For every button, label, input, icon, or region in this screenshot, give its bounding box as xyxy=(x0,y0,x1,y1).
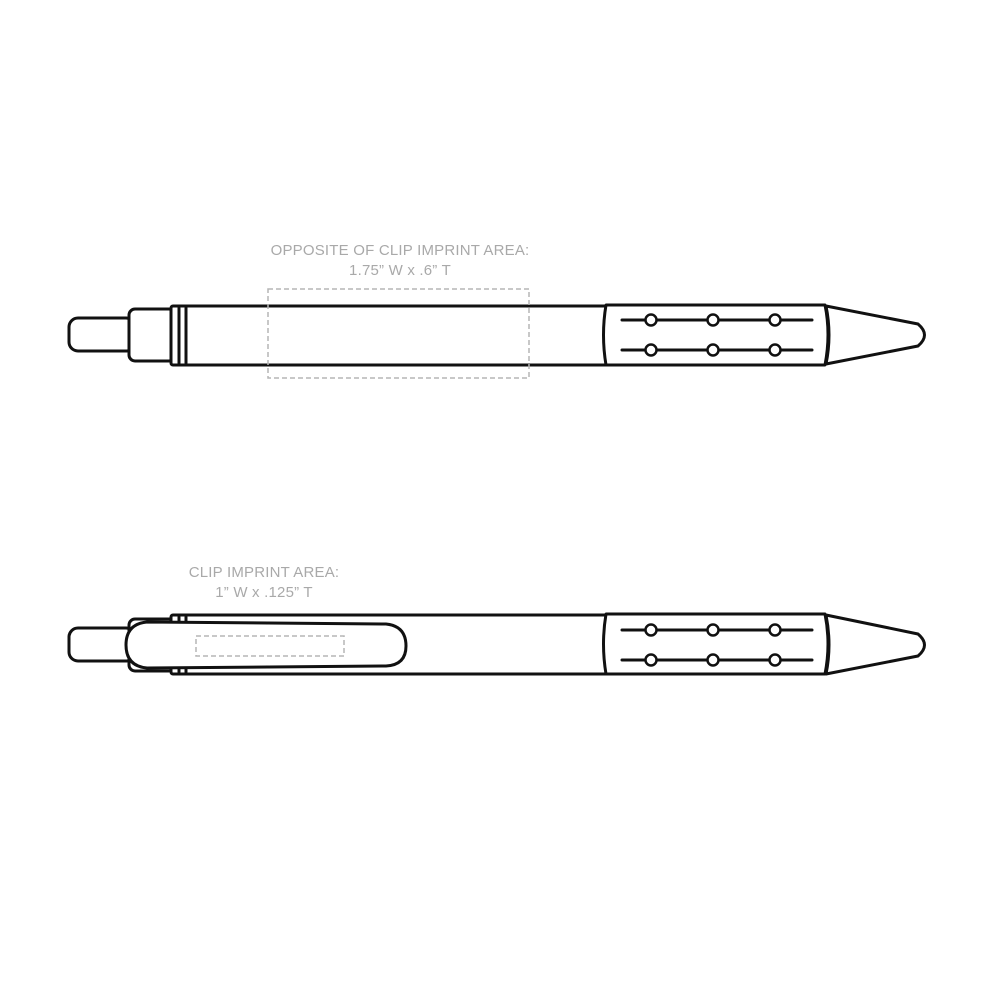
clip-imprint-title: CLIP IMPRINT AREA: xyxy=(188,564,340,581)
grip-dot xyxy=(646,345,657,356)
grip-dot xyxy=(708,345,719,356)
grip-dot xyxy=(770,345,781,356)
grip-dot xyxy=(646,625,657,636)
grip-dot xyxy=(708,315,719,326)
plunger-top xyxy=(69,318,135,351)
grip-dot xyxy=(646,315,657,326)
collar-top xyxy=(129,309,175,361)
grip-dot xyxy=(708,655,719,666)
pen-top-view xyxy=(69,289,925,378)
clip-imprint-dimensions: 1” W x .125” T xyxy=(215,584,313,601)
tip-cone-bottom xyxy=(826,615,925,674)
pen-bottom-view xyxy=(69,614,925,674)
opposite-clip-imprint-dimensions: 1.75” W x .6” T xyxy=(349,262,451,279)
grip-dot xyxy=(770,655,781,666)
grip-dot xyxy=(770,315,781,326)
pen-clip xyxy=(126,622,406,668)
grip-dot xyxy=(646,655,657,666)
grip-dot xyxy=(770,625,781,636)
grip-dot xyxy=(708,625,719,636)
tip-cone-top xyxy=(826,306,925,364)
opposite-clip-imprint-title: OPPOSITE OF CLIP IMPRINT AREA: xyxy=(270,242,530,259)
barrel-top xyxy=(171,306,611,365)
